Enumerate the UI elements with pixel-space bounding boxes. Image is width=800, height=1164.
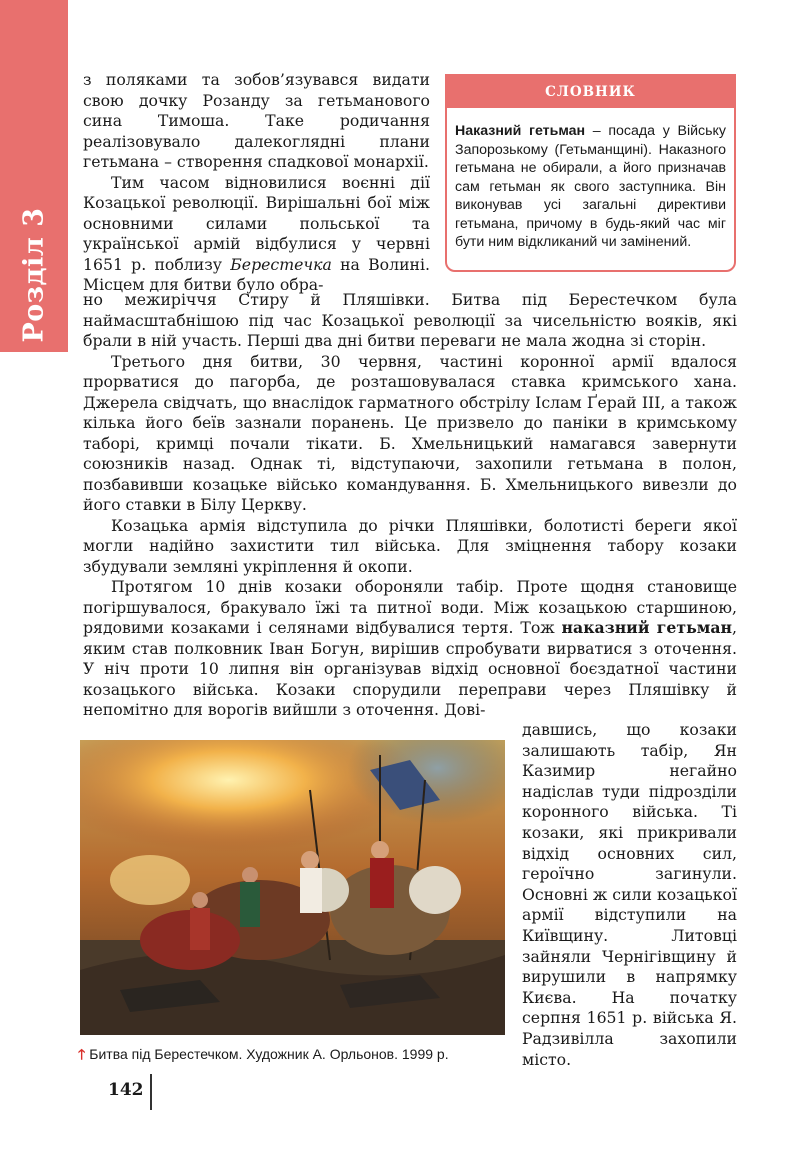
paragraph: з поляками та зобов’язувався видати свою дочку Розанду за гетьманового сина Тимоша. Таке родичання реалізовувало далекоглядні плани гетьмана – створення спадкової монархії. xyxy=(83,70,430,171)
battle-painting xyxy=(80,740,505,1035)
figure-caption xyxy=(78,1044,449,1068)
caption-text: Битва під Берестечком. Художник А. Орльонов. 1999 р. xyxy=(89,1046,449,1062)
paragraph: давшись, що козаки залишають табір, Ян Казимир негайно надіслав туди підрозділи коронного війська. Ті козаки, які прикривали відхід основних сил, героїчно загинули. Основні ж сили козацької армії відступили на Київщину. Литовці зайняли Чернігівщину й вирушили в напрямку Києва. На початку серпня 1651 р. війська Я. Радзивілла захопили місто. xyxy=(522,720,737,1069)
top-text-column xyxy=(83,70,430,296)
vocabulary-box xyxy=(445,74,736,272)
paragraph xyxy=(83,173,430,296)
text-run: , яким став полковник Іван Богун, вирішив спробувати вирватися з оточення. У ніч проти 10 липня він організував відхід основної боєздатної частини козацького війська. Козаки спорудили переправи через Пляшівку й непомітно для ворогів вийшли з оточення. Дові- xyxy=(83,618,737,719)
paragraph xyxy=(83,577,737,721)
right-text-column xyxy=(522,720,737,1070)
vocabulary-title: СЛОВНИК xyxy=(447,76,734,108)
text-run: Тим часом відновилися воєнні дії Козацької революції. Вирішальні бої між основними силами польської та української армій відбулися у червні 1651 р. поблизу xyxy=(83,172,430,274)
section-label: Розділ 3 xyxy=(18,207,50,343)
vocabulary-definition xyxy=(447,108,734,252)
key-term: наказний гетьман xyxy=(561,618,732,637)
page-number: 142 xyxy=(108,1080,144,1100)
text-run: на Волині. Місцем для битви було обра- xyxy=(83,254,431,294)
section-tab xyxy=(0,0,68,352)
up-arrow-icon: 🡑 xyxy=(78,1046,86,1062)
text-run: Протягом 10 днів козаки обороняли табір. Проте щодня становище погіршувалося, бракувало їжі та питної води. Між козацькою старшиною, рядовими козаками і селянами відбувалися тертя. Тож xyxy=(83,577,737,637)
page-number-divider xyxy=(150,1074,152,1110)
main-text xyxy=(83,290,737,721)
vocabulary-text: – посада у Війську Запорозькому (Гетьманщині). Наказного гетьмана не обирали, а його призначав сам гетьман як свого заступника. Він виконував усі загальні директиви гетьмана, причому в будь-який час міг бути ним відкликаний чи замінений. xyxy=(455,123,726,250)
place-name: Берестечка xyxy=(230,254,332,274)
paragraph: Козацька армія відступила до річки Пляшівки, болотисті береги якої могли надійно захистити тил війська. Для зміцнення табору козаки збудували земляні укріплення й окопи. xyxy=(83,515,737,576)
paragraph: Третього дня битви, 30 червня, частині коронної армії вдалося прорватися до пагорба, де розташовувалася ставка кримського хана. Джерела свідчать, що внаслідок гарматного обстрілу Іслам Ґерай ІІІ, а також кілька його беїв зазнали поранень. Це призвело до паніки в кримському таборі, кримці почали тікати. Б. Хмельницький намагався завернути союзників назад. Однак ті, відступаючи, захопили гетьмана в полон, позбавивши козацьке військо командування. Б. Хмельницького вивезли до його ставки в Білу Церкву. xyxy=(83,351,737,514)
paragraph: но межиріччя Стиру й Пляшівки. Битва під Берестечком була наймасштабнішою під час Козацької революції за чисельністю вояків, які брали в ній участь. Перші два дні битви переваги не мала жодна зі сторін. xyxy=(83,290,737,350)
vocabulary-term: Наказний гетьман xyxy=(455,123,586,139)
